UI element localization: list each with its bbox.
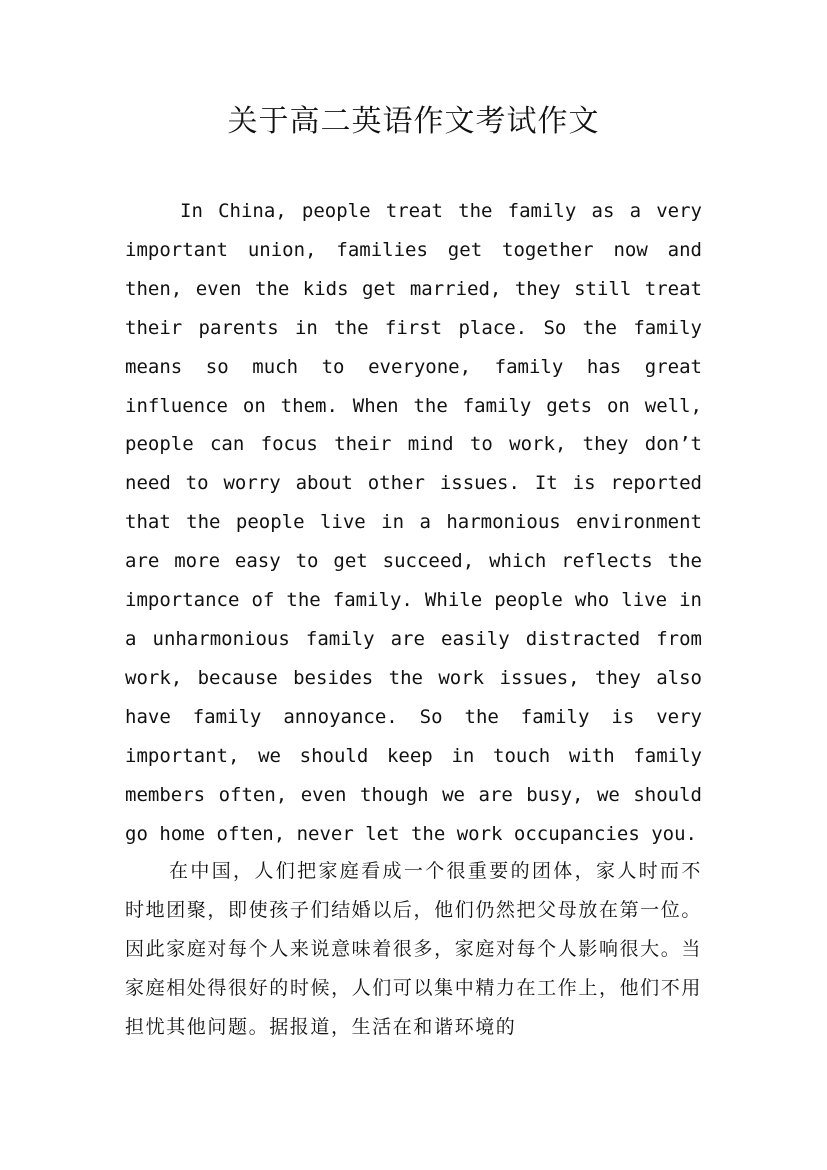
chinese-paragraph: 在中国，人们把家庭看成一个很重要的团体，家人时而不时地团聚，即使孩子们结婚以后，他们仍然把父母放在第一位。因此家庭对每个人来说意味着很多，家庭对每个人影响很大。当家庭相处得很好的时候，人们可以集中精力在工作上，他们不用担忧其他问题。据报道，生活在和谐环境的 (125, 860, 702, 1038)
document-title: 关于高二英语作文考试作文 (227, 104, 600, 139)
english-paragraph: In China, people treat the family as a very important union, families get together now and then, even the kids get married, they still treat their parents in the first place. So the family means so much to everyone, family has great influence on them. When the family gets on well, people can focus their mind to work, they don’t need to worry about other issues. It is reported that the people live in a harmonious environment are more easy to get succeed, which reflects the importance of the family. While people who live in a unharmonious family are easily distracted from work, because besides the work issues, they also have family annoyance. So the family is very important, we should keep in touch with family members often, even though we are busy, we should go home often, never let the work occupancies you. (125, 200, 702, 845)
